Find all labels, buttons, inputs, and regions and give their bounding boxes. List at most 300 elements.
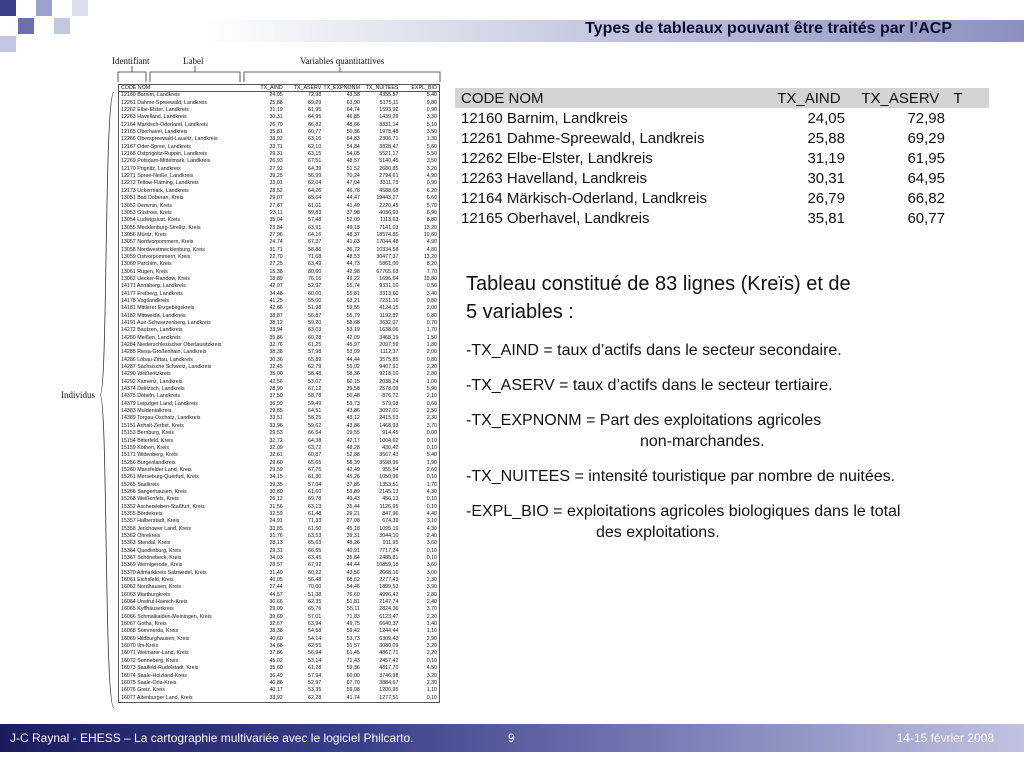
table-cell: 55,79 <box>346 312 360 319</box>
table-cell: 12263 Havelland, Landkreis <box>121 114 187 121</box>
table-row <box>119 548 439 555</box>
table-cell: 3,20 <box>426 165 437 172</box>
variable-definition: -TX_AIND = taux d’actifs dans le secteur secondaire. <box>466 342 842 359</box>
table-cell: 54,84 <box>346 143 360 150</box>
table-cell: 3828,47 <box>379 143 399 150</box>
table-cell: 2824,36 <box>379 606 399 613</box>
table-row <box>119 349 439 356</box>
table-cell: 13060 Parchim, Kreis <box>121 261 172 268</box>
table-cell: 15355 Bördekreis <box>121 510 163 517</box>
table-cell: 14181 Mittlerer Erzgebirgskreis <box>121 305 195 312</box>
table-cell: 13,20 <box>423 253 437 260</box>
table-row <box>119 379 439 386</box>
table-cell: 58,48 <box>308 371 322 378</box>
table-cell: 63,94 <box>308 621 322 628</box>
table-cell: 37,86 <box>269 650 283 657</box>
table-row <box>119 636 439 643</box>
table-cell: 12170 Prignitz, Landkreis <box>121 165 181 172</box>
table-cell: 3468,19 <box>379 334 399 341</box>
table-row <box>119 166 439 173</box>
table-row <box>119 496 439 503</box>
table-cell: 42,97 <box>269 283 283 290</box>
zoom-row <box>455 168 989 188</box>
table-cell: 14191 Aue-Schwarzenberg, Landkreis <box>121 320 211 326</box>
table-cell: 55,74 <box>346 283 360 290</box>
table-cell: 10,60 <box>423 231 437 238</box>
table-cell: 64,39 <box>308 165 322 172</box>
table-cell: 48,53 <box>346 253 360 260</box>
table-cell: 66,82 <box>308 121 322 128</box>
table-cell: 15151 Anhalt-Zerbst, Kreis <box>121 422 184 429</box>
table-cell: 5,60 <box>426 143 437 150</box>
table-row <box>119 673 439 680</box>
table-cell: 51,57 <box>346 643 360 650</box>
table-cell: 46,78 <box>346 187 360 194</box>
table-row <box>119 614 439 621</box>
table-cell: 15266 Sangerhausen, Kreis <box>121 488 187 495</box>
table-cell: 2,80 <box>426 591 437 598</box>
table-cell: 14178 Vogtlandkreis <box>121 297 170 304</box>
table-row <box>119 136 439 143</box>
table-row <box>119 511 439 518</box>
table-cell: 63,03 <box>308 327 322 334</box>
table-cell: 2,50 <box>426 408 437 415</box>
table-cell: 55,11 <box>347 606 360 613</box>
table-cell: 35,04 <box>269 217 283 224</box>
data-table <box>118 84 440 703</box>
table-cell: 31,76 <box>269 532 283 539</box>
table-cell: 16068 Sömmerda, Kreis <box>121 628 179 635</box>
table-cell: 25,88 <box>269 99 283 106</box>
table-cell: 3,20 <box>426 643 437 650</box>
zoom-cell: 72,98 <box>907 109 945 127</box>
table-cell: 16066 Schmalkalden-Meiningen, Kreis <box>121 613 212 620</box>
table-cell: 50,36 <box>346 129 360 136</box>
table-cell: 2794,61 <box>379 173 399 180</box>
table-cell: 4,30 <box>426 488 437 495</box>
table-cell: 26,12 <box>269 496 283 503</box>
table-row <box>119 628 439 635</box>
table-cell: 3575,85 <box>379 356 399 363</box>
table-cell: 40,05 <box>269 577 283 584</box>
table-cell: 2,80 <box>426 371 437 378</box>
table-cell: 31,71 <box>269 246 283 253</box>
table-cell: 38,38 <box>269 349 283 356</box>
table-cell: 38,87 <box>269 312 283 319</box>
table-cell: 30,31 <box>269 114 283 121</box>
zoom-cell: 61,95 <box>907 149 945 167</box>
table-cell: 23,11 <box>269 209 283 216</box>
table-cell: 67765,63 <box>376 268 399 275</box>
table-cell: 1200,95 <box>379 687 399 694</box>
table-cell: 2,90 <box>426 635 437 642</box>
table-cell: 63,91 <box>308 224 322 231</box>
table-cell: 15159 Köthen, Kreis <box>121 444 170 451</box>
table-row <box>119 298 439 305</box>
table-cell: 36,49 <box>269 672 283 679</box>
table-cell: 13056 Müritz, Kreis <box>121 231 167 238</box>
table-cell: 911,95 <box>382 540 399 547</box>
table-cell: 10334,58 <box>376 246 399 253</box>
table-cell: 58,68 <box>346 320 360 326</box>
table-cell: 63,90 <box>346 99 360 106</box>
table-cell: 48,26 <box>346 540 360 547</box>
zoom-cell: 66,82 <box>907 189 945 207</box>
table-cell: 1,50 <box>426 334 437 341</box>
zoom-table <box>455 88 989 228</box>
table-cell: 49,22 <box>346 275 360 282</box>
table-cell: 76,60 <box>346 591 360 598</box>
table-cell: 2668,16 <box>379 569 399 576</box>
table-cell: 28,13 <box>269 540 283 547</box>
table-cell: 0,10 <box>426 444 437 451</box>
table-cell: 54,58 <box>308 628 322 635</box>
table-cell: 36,72 <box>346 246 360 253</box>
table-cell: 61,25 <box>308 342 322 349</box>
table-cell: 3,30 <box>426 114 437 121</box>
label-label: Label <box>183 56 204 66</box>
zoom-cell: 26,79 <box>807 189 845 207</box>
table-row <box>119 327 439 334</box>
table-cell: 28,52 <box>269 187 283 194</box>
table-cell: 13054 Ludwigslust, Kreis <box>121 217 180 224</box>
table-cell: 45,26 <box>346 474 360 481</box>
table-cell: 61,60 <box>308 488 322 495</box>
table-row <box>119 357 439 364</box>
table-cell: 14389 Torgau-Oschatz, Landkreis <box>121 415 201 422</box>
table-cell: 15358 Jerichower Land, Kreis <box>121 525 192 532</box>
variable-definition-cont: des exploitations. <box>596 524 720 541</box>
table-cell: 24,91 <box>269 518 283 525</box>
table-cell: 65,65 <box>308 459 322 466</box>
variable-definition: -TX_ASERV = taux d’actifs dans le secteur tertiaire. <box>466 377 833 394</box>
table-cell: 29,31 <box>269 151 283 158</box>
table-cell: 3,40 <box>426 290 437 297</box>
table-cell: 58,39 <box>346 459 360 466</box>
table-cell: 15265 Saalkreis <box>121 481 159 488</box>
table-cell: 2,40 <box>426 599 437 606</box>
table-cell: 34,68 <box>269 643 283 650</box>
table-cell: 35,81 <box>269 129 283 136</box>
table-cell: 27,92 <box>269 165 283 172</box>
table-cell: 52,97 <box>308 679 322 686</box>
table-row <box>119 401 439 408</box>
table-cell: 14280 Meißen, Landkreis <box>121 334 181 341</box>
table-cell: 30,66 <box>269 599 283 606</box>
table-cell: 66,55 <box>308 547 322 554</box>
table-cell: 4355,57 <box>379 92 399 99</box>
table-cell: 53,73 <box>346 400 360 407</box>
table-cell: 47,04 <box>346 180 360 187</box>
table-cell: 45,18 <box>346 525 360 532</box>
variable-definition-cont: non-marchandes. <box>640 433 765 450</box>
table-cell: 0,10 <box>426 503 437 510</box>
table-cell: 32,72 <box>269 437 283 444</box>
table-cell: 15363 Stendal, Kreis <box>121 540 171 547</box>
table-cell: 0,80 <box>426 297 437 304</box>
table-cell: 52,97 <box>308 283 322 290</box>
table-cell: 14284 Niederschlesischer Oberlausitzkreis <box>121 342 222 349</box>
table-cell: 54,14 <box>308 635 322 642</box>
table-cell: 15369 Wernigerode, Kreis <box>121 562 183 569</box>
table-cell: 56,48 <box>308 577 322 584</box>
table-cell: 4817,70 <box>379 665 399 672</box>
table-cell: 2415,53 <box>379 415 399 422</box>
table-row <box>119 305 439 312</box>
table-cell: 33,94 <box>269 327 283 334</box>
table-cell: 59,36 <box>346 665 360 672</box>
table-cell: 9218,10 <box>379 371 399 378</box>
table-row <box>119 518 439 525</box>
table-cell: 26,93 <box>269 158 283 165</box>
table-cell: 2680,85 <box>379 165 399 172</box>
table-row <box>119 504 439 511</box>
table-cell: 674,39 <box>382 518 399 525</box>
table-cell: 1050,96 <box>379 474 399 481</box>
table-cell: 53,89 <box>346 488 360 495</box>
table-cell: 12266 Oberspreewald-Lausitz, Landkreis <box>121 136 218 143</box>
table-cell: 4996,42 <box>379 591 399 598</box>
zoom-cell: 25,88 <box>807 129 845 147</box>
table-row <box>119 195 439 202</box>
table-row <box>119 261 439 268</box>
table-cell: 60,15 <box>346 378 360 385</box>
table-row <box>119 665 439 672</box>
table-cell: 65,64 <box>308 195 322 202</box>
table-cell: 69,83 <box>308 209 322 216</box>
table-cell: 61,48 <box>308 510 322 517</box>
table-cell: 5175,11 <box>379 99 399 106</box>
table-cell: 63,13 <box>308 503 322 510</box>
zoom-header <box>455 88 989 108</box>
table-cell: 40,86 <box>269 679 283 686</box>
table-cell: 4588,68 <box>379 187 399 194</box>
footer-date: 14-15 février 2008 <box>896 731 994 745</box>
table-cell: 16071 Weimarer-Land, Kreis <box>121 650 189 657</box>
table-row <box>119 158 439 165</box>
table-cell: 12262 Elbe-Elster, Landkreis <box>121 107 189 114</box>
table-cell: 51,98 <box>308 305 322 312</box>
table-cell: 12164 Märkisch-Oderland, Landkreis <box>121 121 208 128</box>
table-cell: 63,21 <box>346 297 360 304</box>
table-cell: 955,54 <box>382 466 399 473</box>
table-cell: 3,70 <box>426 422 437 429</box>
table-cell: 42,66 <box>269 305 283 312</box>
table-row <box>119 452 439 459</box>
label-variables: Variables quantitattives <box>300 56 385 66</box>
table-cell: 4,90 <box>426 173 437 180</box>
table-cell: 1277,51 <box>379 694 399 701</box>
table-cell: 14287 Sächsische Schweiz, Landkreis <box>121 364 212 371</box>
table-cell: 60,77 <box>308 129 322 136</box>
table-cell: 0,10 <box>426 694 437 701</box>
table-cell: 61,45 <box>346 650 360 657</box>
table-cell: 30477,37 <box>376 253 399 260</box>
table-cell: 15367 Schönebeck, Kreis <box>121 555 182 561</box>
table-cell: 13057 Nordvorpommern, Kreis <box>121 239 194 246</box>
table-cell: 63,72 <box>308 444 322 451</box>
table-cell: 42,98 <box>346 268 360 275</box>
table-cell: 8,80 <box>426 217 437 224</box>
zoom-cell: 30,31 <box>807 169 845 187</box>
table-cell: 2,20 <box>426 613 437 620</box>
table-cell: 3044,10 <box>379 532 399 539</box>
table-cell: 43,86 <box>346 422 360 429</box>
table-cell: 64,26 <box>308 187 322 194</box>
table-cell: 0,50 <box>426 283 437 290</box>
zoom-row <box>455 148 989 168</box>
table-row <box>119 180 439 187</box>
table-cell: 1,40 <box>426 621 437 628</box>
table-cell: 35,64 <box>346 555 360 561</box>
table-cell: 12167 Oder-Spree, Landkreis <box>121 143 191 150</box>
table-cell: 13052 Demmin, Kreis <box>121 202 172 209</box>
table-row <box>119 342 439 349</box>
table-cell: 65,89 <box>308 356 322 363</box>
table-cell: 14177 Freiberg, Landkreis <box>121 290 183 297</box>
table-cell: 54,05 <box>346 151 360 158</box>
table-cell: 64,95 <box>308 114 322 121</box>
table-cell: 4,90 <box>426 239 437 246</box>
table-cell: 7231,16 <box>379 297 399 304</box>
table-cell: 55,02 <box>346 364 360 371</box>
table-row <box>119 364 439 371</box>
table-cell: 52,09 <box>346 217 360 224</box>
table-cell: 76,16 <box>308 275 322 282</box>
table-cell: 6,90 <box>426 209 437 216</box>
table-cell: 15370 Altmarkkreis Salzwedel, Kreis <box>121 569 207 576</box>
table-cell: 2,00 <box>426 349 437 356</box>
table-cell: 4036,93 <box>379 209 399 216</box>
table-cell: 34,48 <box>269 290 283 297</box>
table-cell: 39,35 <box>269 481 283 488</box>
table-cell: 14182 Mittweida, Landkreis <box>121 312 186 319</box>
table-cell: 68,62 <box>346 577 360 584</box>
table-cell: 66,54 <box>308 430 322 437</box>
table-cell: 9,80 <box>426 99 437 106</box>
table-row <box>119 584 439 591</box>
col-header: CODE NOM <box>121 85 151 91</box>
table-row <box>119 107 439 114</box>
table-cell: 13062 Uecker-Randow, Kreis <box>121 275 190 282</box>
table-cell: 3311,73 <box>379 180 399 187</box>
table-row <box>119 489 439 496</box>
table-row <box>119 92 439 99</box>
table-cell: 59,62 <box>308 422 322 429</box>
description <box>466 270 1016 543</box>
table-cell: 16064 Unstrut-Hainich-Kreis <box>121 599 188 606</box>
table-cell: 16077 Altenburger Land, Kreis <box>121 694 193 701</box>
table-cell: 59,20 <box>308 320 322 326</box>
table-cell: 3,60 <box>426 562 437 569</box>
table-cell: 3598,96 <box>379 459 399 466</box>
table-cell: 54,46 <box>346 584 360 591</box>
table-cell: 62,35 <box>308 599 322 606</box>
table-cell: 44,44 <box>346 562 360 569</box>
table-cell: 63,53 <box>308 532 322 539</box>
table-cell: 58,86 <box>308 246 322 253</box>
table-cell: 15364 Quedlinburg, Kreis <box>121 547 182 554</box>
table-row <box>119 540 439 547</box>
table-cell: 40,17 <box>269 687 283 694</box>
table-cell: 62,55 <box>308 643 322 650</box>
table-cell: 29,21 <box>346 510 360 517</box>
table-row <box>119 408 439 415</box>
zoom-cell: 12262 Elbe-Elster, Landkreis <box>461 149 653 167</box>
table-cell: 38,38 <box>269 628 283 635</box>
table-cell: 2,40 <box>426 532 437 539</box>
table-cell: 0,00 <box>426 430 437 437</box>
col-header: EXPL_BIO <box>411 85 437 91</box>
table-cell: 3567,43 <box>379 452 399 459</box>
table-row <box>119 621 439 628</box>
table-cell: 5,40 <box>426 452 437 459</box>
table-header <box>119 85 439 92</box>
table-cell: 60,00 <box>346 672 360 679</box>
zoom-cell: 12160 Barnim, Landkreis <box>461 109 628 127</box>
table-row <box>119 210 439 217</box>
table-cell: 1,00 <box>426 378 437 385</box>
table-cell: 2,60 <box>426 466 437 473</box>
table-cell: 0,10 <box>426 657 437 664</box>
table-row <box>119 217 439 224</box>
table-row <box>119 695 439 702</box>
table-row <box>119 320 439 327</box>
table-cell: 0,90 <box>426 180 437 187</box>
table-cell: 40,60 <box>269 635 283 642</box>
table-cell: 16062 Nordhausen, Kreis <box>121 584 182 591</box>
table-cell: 61,95 <box>308 107 322 114</box>
table-cell: 1593,92 <box>379 107 399 114</box>
table-cell: 0,80 <box>426 312 437 319</box>
table-cell: 12168 Ostprignitz-Ruppin, Landkreis <box>121 151 207 158</box>
table-row <box>119 482 439 489</box>
table-cell: 29,09 <box>269 606 283 613</box>
table-cell: 71,68 <box>308 253 322 260</box>
table-cell: 15362 Ohrekreis <box>121 532 161 539</box>
label-identifiant: Identifiant <box>112 56 150 66</box>
table-cell: 430,42 <box>382 444 399 451</box>
table-cell: 9407,91 <box>379 364 399 371</box>
variable-definition: -EXPL_BIO = exploitations agricoles biologiques dans le total <box>466 503 901 520</box>
table-cell: 29,55 <box>346 430 360 437</box>
table-cell: 3,00 <box>426 569 437 576</box>
table-cell: 3,50 <box>426 158 437 165</box>
table-row <box>119 173 439 180</box>
table-cell: 14383 Muldentalkreis <box>121 408 172 415</box>
table-row <box>119 687 439 694</box>
table-cell: 56,87 <box>308 312 322 319</box>
table-cell: 42,56 <box>269 378 283 385</box>
table-cell: 33,92 <box>269 694 283 701</box>
table-cell: 59,42 <box>346 628 360 635</box>
table-cell: 29,07 <box>269 195 283 202</box>
table-cell: 64,83 <box>346 136 360 143</box>
table-cell: 1095,19 <box>379 525 399 532</box>
table-cell: 2,30 <box>426 577 437 584</box>
table-cell: 55,81 <box>346 290 360 297</box>
table-cell: 15352 Aschersleben-Staßfurt, Kreis <box>121 503 205 510</box>
table-cell: 1,80 <box>426 342 437 349</box>
table-cell: 14171 Annaberg, Landkreis <box>121 283 186 290</box>
table-cell: 15357 Halberstadt, Kreis <box>121 518 180 525</box>
table-row <box>119 129 439 136</box>
table-cell: 2145,13 <box>379 488 399 495</box>
table-cell: 61,01 <box>308 202 322 209</box>
table-row <box>119 232 439 239</box>
table-cell: 22,70 <box>269 253 283 260</box>
table-cell: 3,50 <box>426 129 437 136</box>
